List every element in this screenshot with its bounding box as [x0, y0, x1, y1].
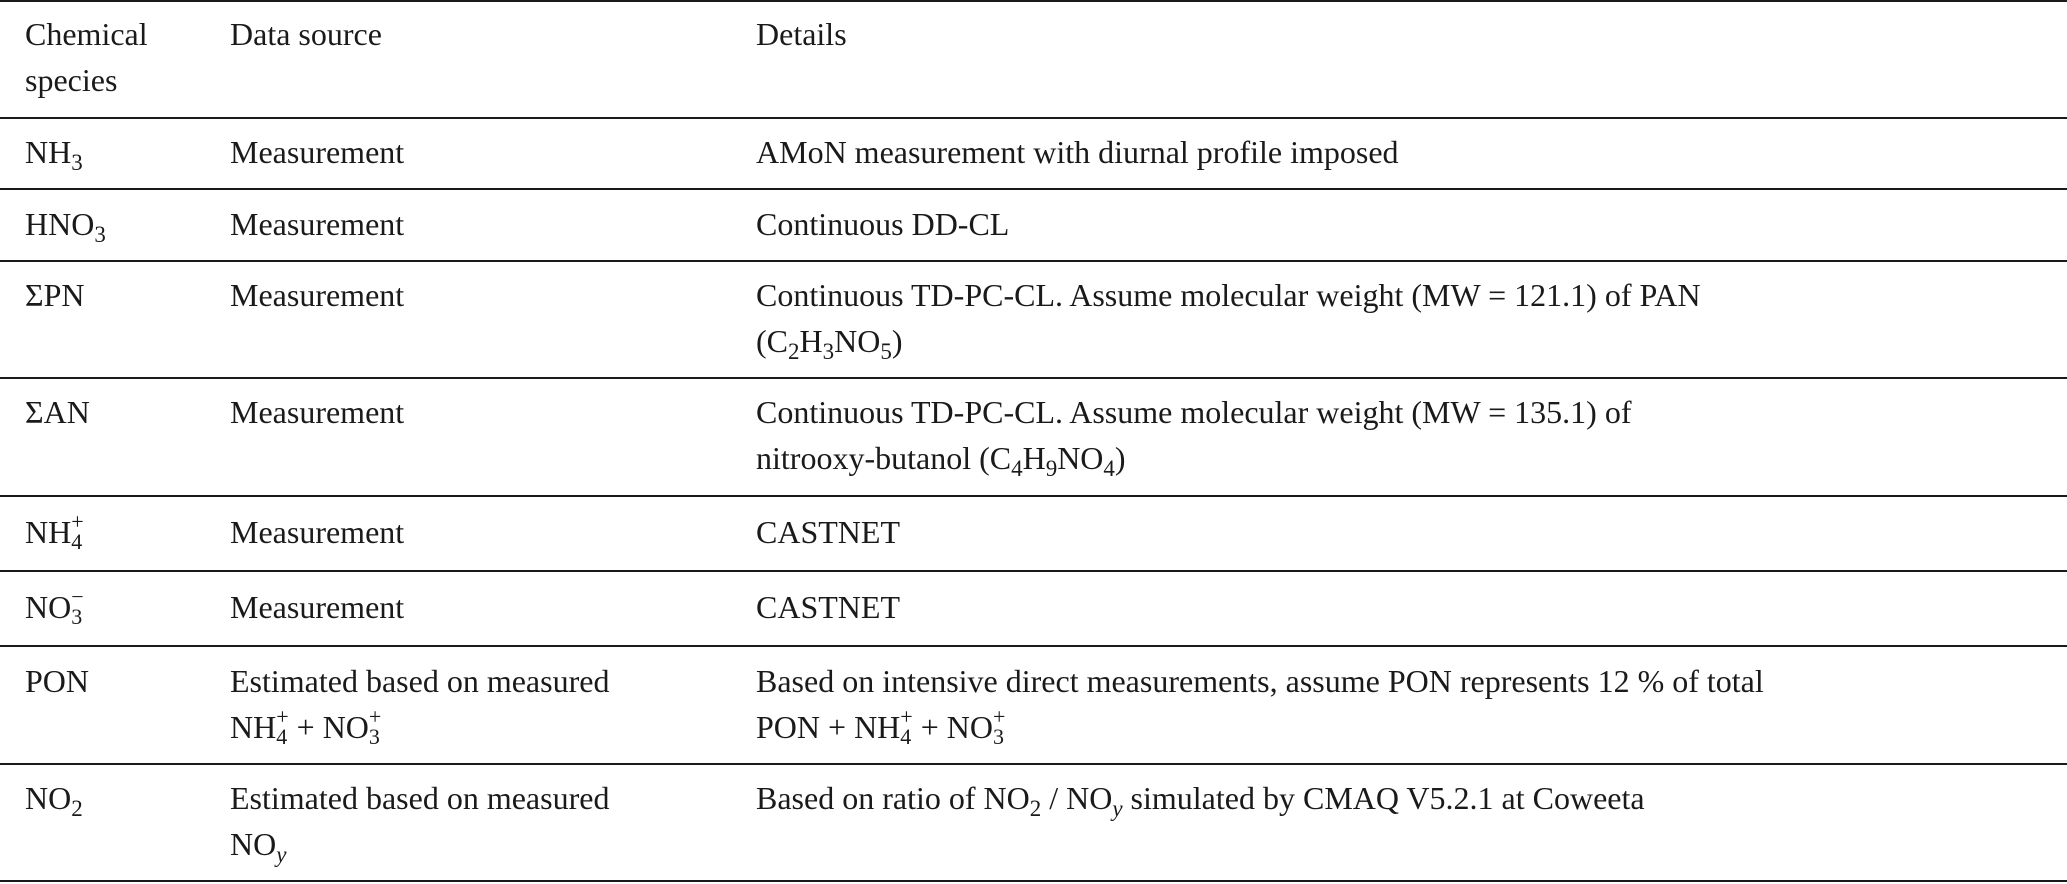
data-source-cell: Measurement: [230, 134, 405, 170]
formula-part: NO: [322, 709, 369, 745]
details-cell: [756, 272, 1701, 364]
row-rule: [0, 763, 2067, 765]
formula-charge: [992, 703, 1006, 749]
species-cell: [25, 129, 83, 175]
header-bottom-rule: [0, 117, 2067, 119]
formula-part: H: [1022, 440, 1046, 476]
species-cell: [25, 509, 84, 556]
table-bottom-rule: [0, 880, 2067, 882]
data-source-cell: Measurement: [230, 277, 405, 313]
formula-subscript: 4: [900, 723, 912, 749]
formula-charge: [900, 703, 913, 749]
formula-charge: [276, 703, 289, 749]
formula-subscript: 3: [992, 723, 1004, 749]
table-top-rule: [0, 0, 2067, 2]
formula-subscript: 3: [368, 723, 380, 749]
formula-part: PON +: [756, 709, 855, 745]
species-charge: [71, 508, 84, 554]
data-source-cell: Measurement: [230, 589, 405, 625]
formula-part: NO: [946, 709, 993, 745]
row-rule: [0, 495, 2067, 497]
formula-part: NH: [230, 709, 277, 745]
species-base: NH: [25, 514, 72, 550]
formula-subscript: y: [1112, 796, 1123, 821]
formula-subscript: 4: [1103, 456, 1115, 481]
row-rule: [0, 645, 2067, 647]
header-species-line1: Chemical: [25, 16, 148, 52]
data-source-cell: [230, 775, 609, 867]
species-charge: [71, 583, 84, 629]
species-base: NH: [25, 134, 72, 170]
formula-part: H: [799, 323, 823, 359]
species-subscript: 3: [71, 603, 83, 629]
formula-subscript: 2: [788, 339, 800, 364]
details-cell: Continuous DD-CL: [756, 206, 1010, 242]
species-cell: [25, 775, 83, 821]
details-cell: [756, 389, 1631, 481]
data-source-cell: [230, 658, 609, 751]
formula-superscript: +: [900, 703, 913, 729]
species-subscript: 2: [71, 796, 83, 821]
formula-part: ): [891, 323, 903, 359]
header-details: Details: [756, 16, 847, 52]
formula-part: NO: [834, 323, 881, 359]
species-base: NO: [25, 589, 72, 625]
source-line: [230, 821, 609, 867]
species-cell: PON: [25, 663, 90, 699]
data-source-cell: Measurement: [230, 514, 405, 550]
species-superscript: +: [71, 508, 84, 534]
formula-subscript: 5: [880, 339, 892, 364]
species-superscript: −: [71, 583, 84, 609]
row-rule: [0, 377, 2067, 379]
formula-charge: [368, 703, 382, 749]
formula-operator: +: [912, 709, 947, 745]
source-line: Estimated based on measured: [230, 663, 610, 699]
details-cell: CASTNET: [756, 514, 900, 550]
formula-part: NO: [1057, 440, 1104, 476]
species-subscript: 3: [94, 222, 106, 247]
details-line: Based on intensive direct measurements, assume PON represents 12 % of total: [756, 663, 1764, 699]
formula-subscript: 3: [822, 339, 835, 364]
details-text: Based on ratio of NO: [756, 780, 1030, 816]
header-data-source: Data source: [230, 16, 382, 52]
formula-subscript: y: [276, 842, 287, 867]
data-source-cell: Measurement: [230, 394, 405, 430]
formula-superscript: +: [368, 703, 382, 729]
source-line: [230, 704, 609, 751]
formula-subscript: 2: [1029, 796, 1042, 821]
details-line: [756, 318, 1701, 364]
formula-part: (C: [756, 323, 788, 359]
species-cell: ΣAN: [25, 394, 90, 430]
species-cell: ΣPN: [25, 277, 85, 313]
details-text: / NO: [1041, 780, 1113, 816]
details-line: [756, 435, 1631, 481]
formula-subscript: 4: [1011, 456, 1023, 481]
details-cell: [756, 775, 1645, 821]
data-source-cell: Measurement: [230, 206, 405, 242]
formula-part: nitrooxy-butanol (C: [756, 440, 1012, 476]
details-line: [756, 704, 1764, 751]
formula-superscript: +: [992, 703, 1006, 729]
species-subscript: 3: [71, 150, 83, 175]
details-text: simulated by CMAQ V5.2.1 at Coweeta: [1122, 780, 1645, 816]
details-cell: [756, 658, 1764, 751]
species-cell: [25, 201, 106, 247]
row-rule: [0, 260, 2067, 262]
details-cell: CASTNET: [756, 589, 900, 625]
header-species: [25, 11, 148, 103]
formula-subscript: 9: [1045, 456, 1058, 481]
details-line: Continuous TD-PC-CL. Assume molecular weight (MW = 135.1) of: [756, 394, 1632, 430]
formula-part: NO: [230, 826, 277, 862]
formula-subscript: 4: [276, 723, 288, 749]
formula-operator: +: [288, 709, 323, 745]
row-rule: [0, 188, 2067, 190]
details-cell: AMoN measurement with diurnal profile imposed: [756, 134, 1399, 170]
formula-part: ): [1114, 440, 1126, 476]
source-line: Estimated based on measured: [230, 780, 610, 816]
row-rule: [0, 570, 2067, 572]
header-species-line2: species: [25, 62, 118, 98]
species-base: HNO: [25, 206, 95, 242]
species-cell: [25, 584, 84, 631]
formula-superscript: +: [276, 703, 289, 729]
species-base: NO: [25, 780, 72, 816]
formula-part: NH: [854, 709, 901, 745]
species-subscript: 4: [71, 528, 83, 554]
details-line: Continuous TD-PC-CL. Assume molecular weight (MW = 121.1) of PAN: [756, 277, 1701, 313]
